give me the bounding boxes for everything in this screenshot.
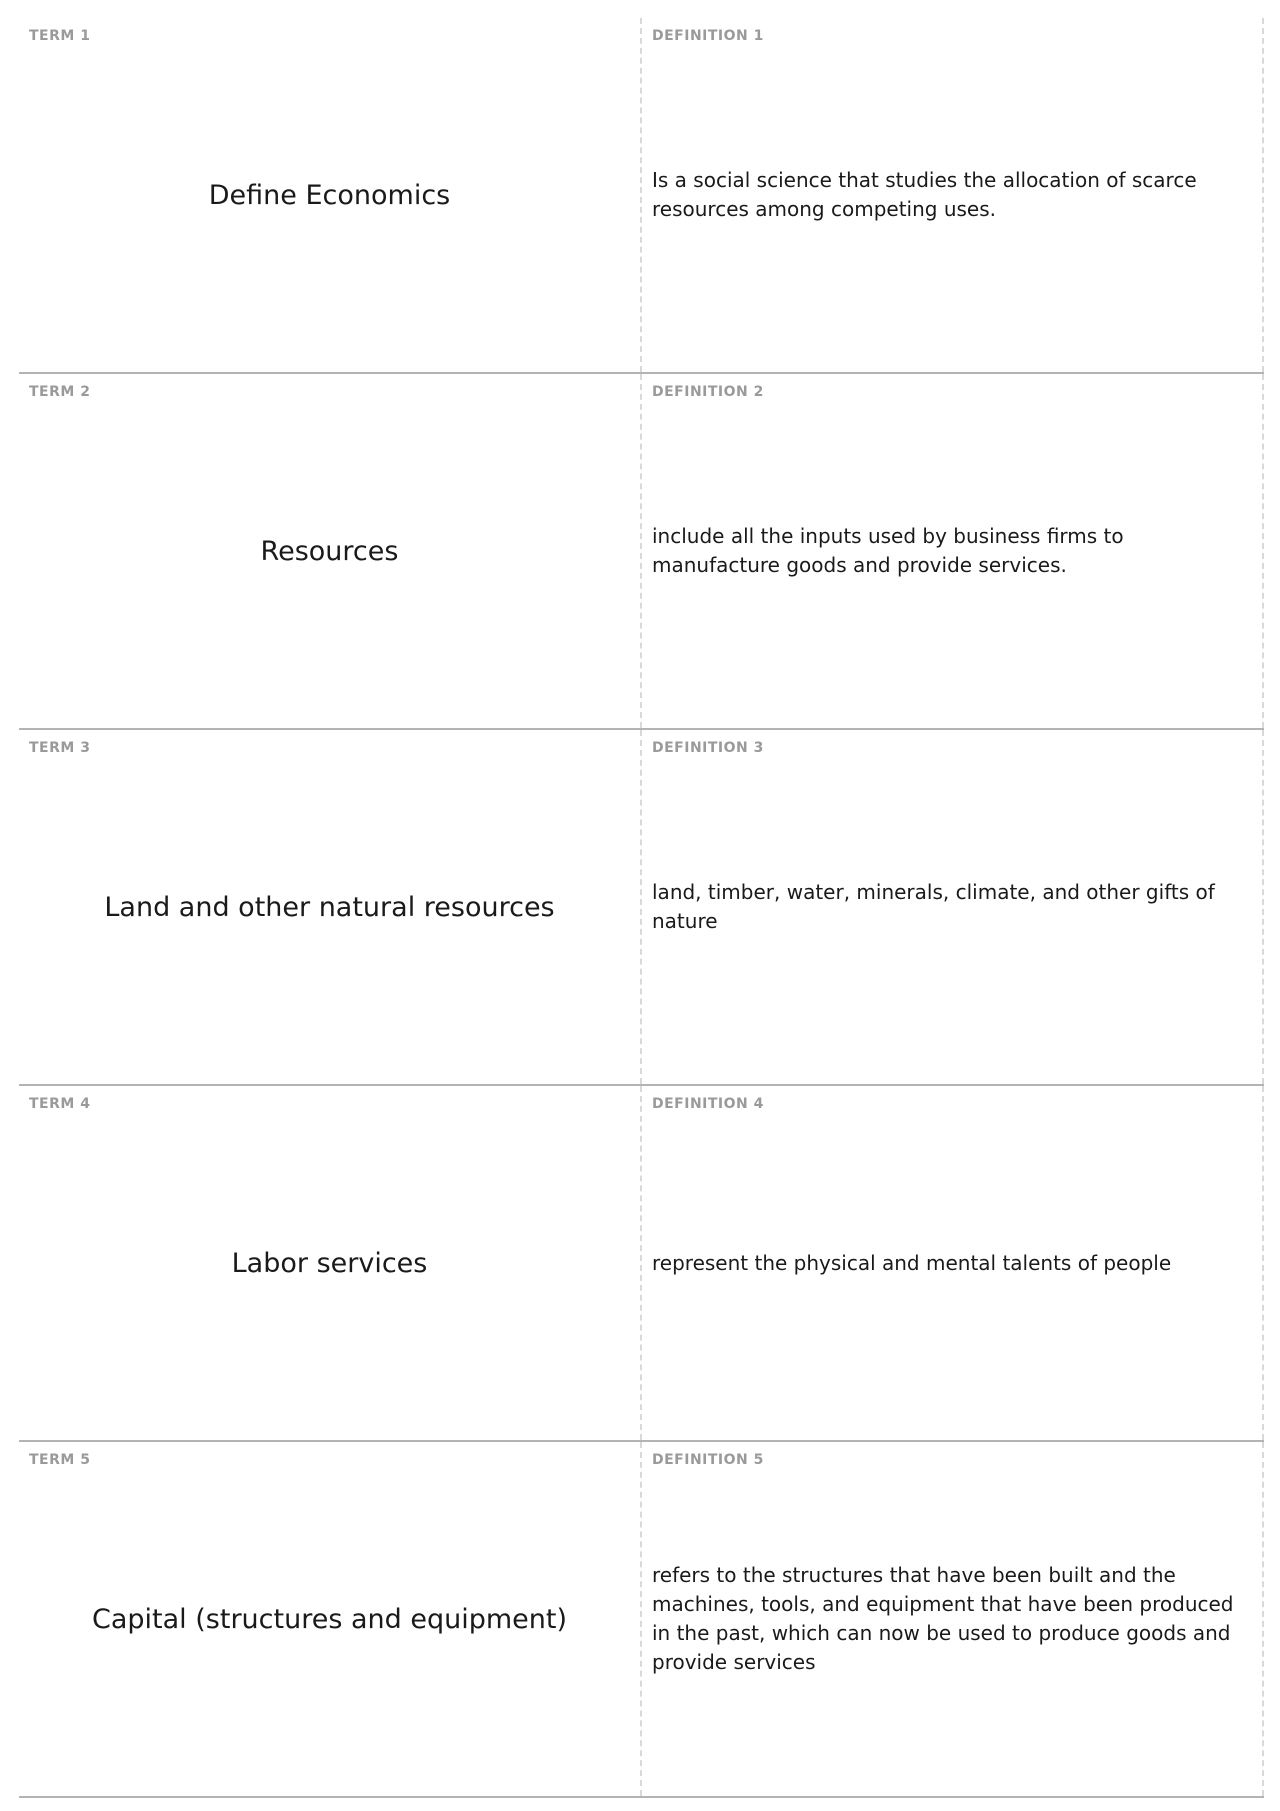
term-cell (19, 374, 642, 728)
term-cell (19, 1442, 642, 1796)
definition-label: DEFINITION 3 (652, 740, 764, 756)
term-text: Resources (260, 535, 399, 567)
flashcard-row (19, 18, 1264, 374)
term-label: TERM 4 (29, 1096, 91, 1112)
flashcard-sheet (19, 18, 1264, 1798)
definition-text: represent the physical and mental talents of people (652, 1250, 1172, 1275)
term-cell (19, 18, 642, 372)
term-text: Land and other natural resources (104, 891, 555, 923)
definition-label: DEFINITION 1 (652, 28, 764, 44)
flashcard-row (19, 1442, 1264, 1798)
definition-label: DEFINITION 2 (652, 384, 764, 400)
term-text: Labor services (231, 1247, 428, 1279)
term-label: TERM 5 (29, 1452, 91, 1468)
definition-text: refers to the structures that have been built and the machines, tools, and equipment that have been produced in the past, which can now be used to produce goods and provide services (652, 1563, 1234, 1674)
term-label: TERM 1 (29, 28, 91, 44)
flashcard-row (19, 374, 1264, 730)
definition-cell (642, 374, 1264, 728)
definition-text: Is a social science that studies the allocation of scarce resources among competing uses. (652, 168, 1197, 221)
flashcard-row (19, 730, 1264, 1086)
term-text: Define Economics (208, 179, 451, 211)
term-label: TERM 3 (29, 740, 91, 756)
definition-text: land, timber, water, minerals, climate, and other gifts of nature (652, 880, 1215, 933)
definition-cell (642, 1086, 1264, 1440)
term-text: Capital (structures and equipment) (92, 1603, 567, 1635)
term-cell (19, 730, 642, 1084)
term-cell (19, 1086, 642, 1440)
definition-text: include all the inputs used by business firms to manufacture goods and provide services. (652, 524, 1124, 577)
definition-label: DEFINITION 5 (652, 1452, 764, 1468)
definition-label: DEFINITION 4 (652, 1096, 764, 1112)
flashcard-row (19, 1086, 1264, 1442)
definition-cell (642, 730, 1264, 1084)
definition-cell (642, 1442, 1264, 1796)
term-label: TERM 2 (29, 384, 91, 400)
definition-cell (642, 18, 1264, 372)
